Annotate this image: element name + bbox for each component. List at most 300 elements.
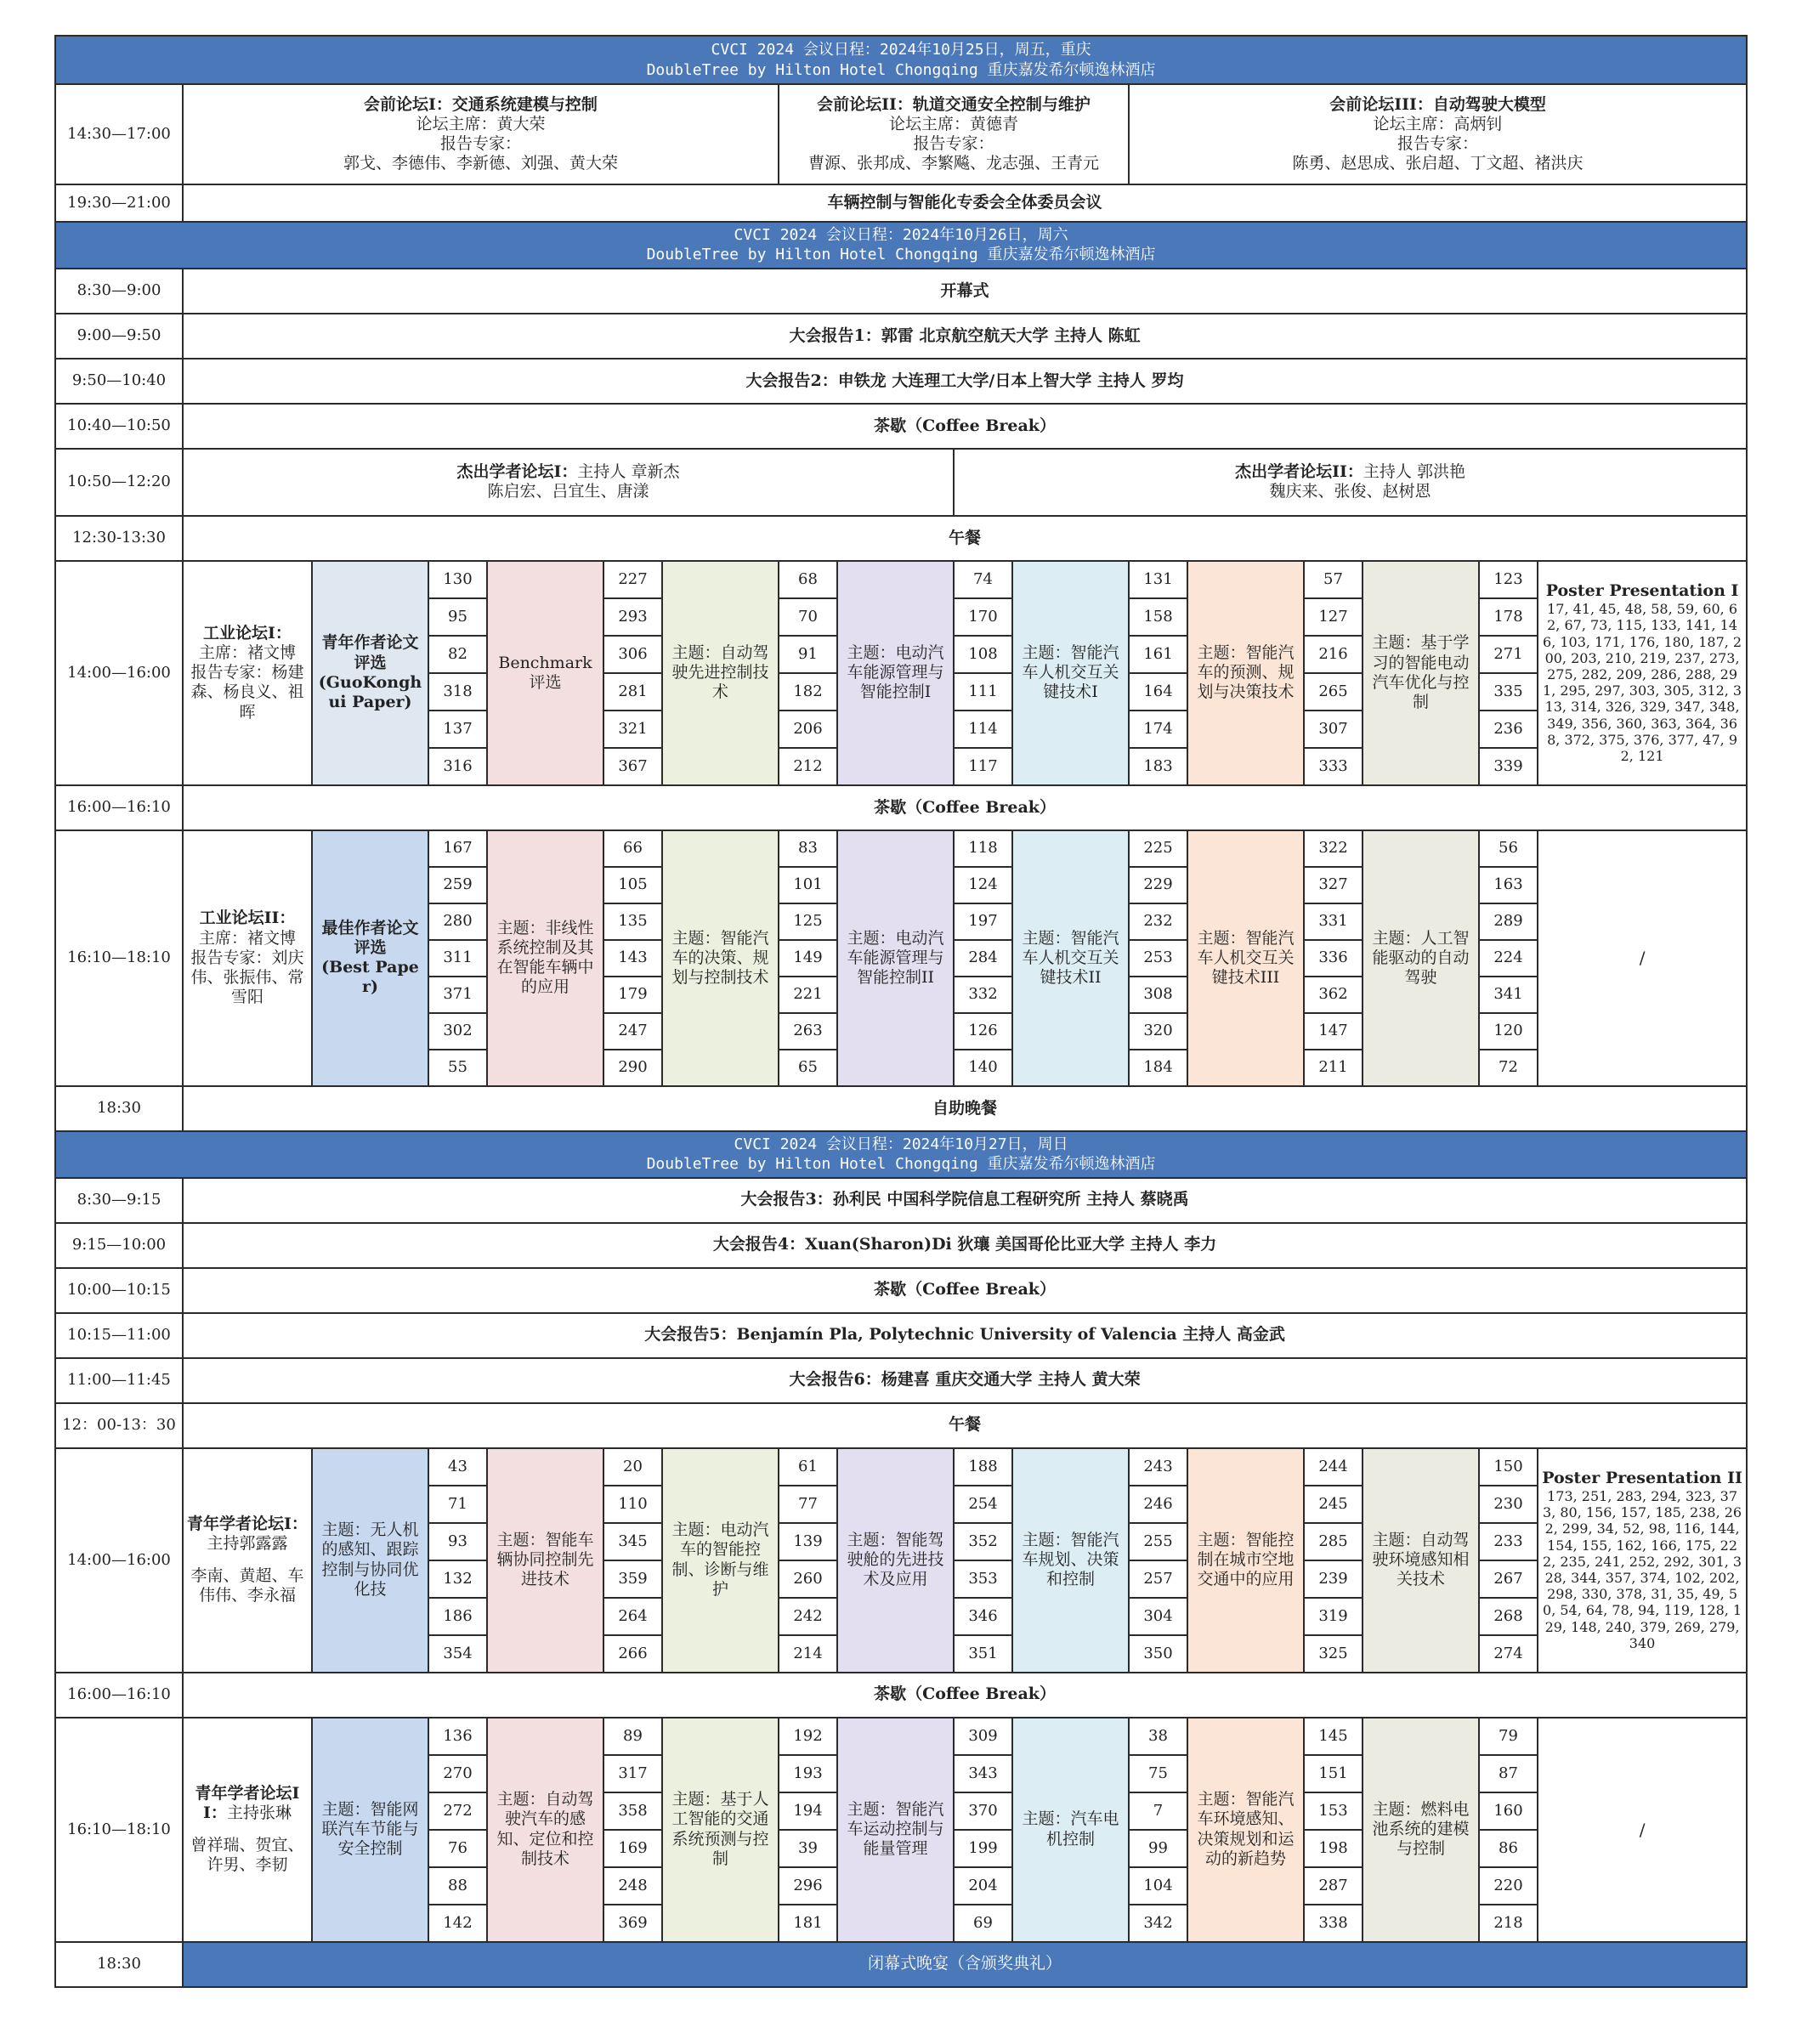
paper-id: 218 (1479, 1905, 1538, 1942)
paper-id: 227 (603, 561, 662, 598)
paper-id: 353 (954, 1560, 1012, 1598)
paper-id: 342 (1129, 1905, 1187, 1942)
paper-id: 71 (428, 1486, 487, 1523)
paper-id: 87 (1479, 1755, 1538, 1792)
paper-id: 212 (779, 748, 837, 785)
paper-id: 311 (428, 940, 487, 977)
day3-keynote3-row (55, 1178, 1747, 1223)
paper-id: 74 (954, 561, 1012, 598)
paper-id: 69 (954, 1905, 1012, 1942)
paper-id: 105 (603, 867, 662, 903)
poster-cell (1538, 561, 1747, 785)
paper-id: 267 (1479, 1560, 1538, 1598)
paper-id: 206 (779, 711, 837, 748)
paper-id: 268 (1479, 1598, 1538, 1635)
time-cell: 19:30—21:00 (55, 184, 183, 222)
time-cell: 10:50—12:20 (55, 449, 183, 516)
paper-id: 56 (1479, 830, 1538, 867)
day2-keynote1-row (55, 314, 1747, 359)
paper-id: 319 (1304, 1598, 1363, 1635)
day3-keynote4-row (55, 1223, 1747, 1268)
distinguished-forum-1-title: 杰出学者论坛I： (456, 462, 578, 482)
paper-id: 192 (779, 1718, 837, 1755)
paper-id: 359 (603, 1560, 662, 1598)
pre-forum-1 (183, 84, 779, 184)
session-topic: 主题：智能车辆协同控制先进技术 (487, 1448, 603, 1673)
paper-id: 304 (1129, 1598, 1187, 1635)
paper-id: 371 (428, 977, 487, 1013)
paper-id: 317 (603, 1755, 662, 1792)
paper-id: 346 (954, 1598, 1012, 1635)
paper-id: 321 (603, 711, 662, 748)
day2-header-line1: CVCI 2024 会议日程：2024年10月26日，周六 (734, 226, 1068, 244)
session-row (55, 830, 1747, 867)
paper-id: 224 (1479, 940, 1538, 977)
distinguished-forum-2-title: 杰出学者论坛II： (1235, 462, 1363, 482)
time-cell: 14:00—16:00 (55, 1448, 183, 1673)
pre-forum-3 (1129, 84, 1747, 184)
forum-description: 主席：褚文博 报告专家：杨建森、杨良义、祖晖 (190, 643, 304, 722)
forum-title: 工业论坛I： (203, 623, 292, 643)
pre-forum-3-experts: 陈勇、赵思成、张启超、丁文超、褚洪庆 (1292, 154, 1584, 173)
session-topic: 主题：自动驾驶环境感知相关技术 (1363, 1448, 1479, 1673)
paper-id: 247 (603, 1013, 662, 1050)
paper-id: 114 (954, 711, 1012, 748)
award-subtitle: (GuoKonghui Paper) (318, 672, 422, 711)
paper-id: 270 (428, 1755, 487, 1792)
paper-id: 7 (1129, 1792, 1187, 1830)
paper-id: 229 (1129, 867, 1187, 903)
paper-id: 151 (1304, 1755, 1363, 1792)
paper-id: 345 (603, 1523, 662, 1560)
forum-cell (183, 1448, 312, 1673)
session-topic: 主题：基于学习的智能电动汽车优化与控制 (1363, 561, 1479, 785)
paper-id: 167 (428, 830, 487, 867)
coffee-break: 茶歇（Coffee Break） (183, 404, 1747, 449)
pre-forum-3-title: 会前论坛III：自动驾驶大模型 (1329, 94, 1546, 114)
paper-id: 287 (1304, 1867, 1363, 1905)
paper-id: 183 (1129, 748, 1187, 785)
day3-closing-row (55, 1942, 1747, 1987)
paper-id: 272 (428, 1792, 487, 1830)
paper-id: 101 (779, 867, 837, 903)
paper-id: 153 (1304, 1792, 1363, 1830)
time-cell: 9:50—10:40 (55, 359, 183, 404)
time-cell: 16:00—16:10 (55, 785, 183, 830)
paper-id: 123 (1479, 561, 1538, 598)
session-topic: 主题：智能汽车运动控制与能量管理 (837, 1718, 954, 1942)
award-title: 青年作者论文评选 (321, 633, 419, 672)
paper-id: 93 (428, 1523, 487, 1560)
paper-id: 264 (603, 1598, 662, 1635)
paper-id: 331 (1304, 903, 1363, 940)
time-cell: 16:10—18:10 (55, 830, 183, 1086)
session-topic: 主题：智能汽车人机交互关键技术I (1012, 561, 1129, 785)
paper-id: 120 (1479, 1013, 1538, 1050)
time-cell: 8:30—9:00 (55, 269, 183, 314)
paper-id: 239 (1304, 1560, 1363, 1598)
paper-id: 169 (603, 1830, 662, 1867)
paper-id: 160 (1479, 1792, 1538, 1830)
paper-id: 255 (1129, 1523, 1187, 1560)
paper-id: 341 (1479, 977, 1538, 1013)
time-cell: 16:10—18:10 (55, 1718, 183, 1942)
forum-cell (183, 1718, 312, 1942)
distinguished-forum-1-speakers: 陈启宏、吕宜生、唐漾 (487, 482, 649, 501)
day1-header-line1: CVCI 2024 会议日程：2024年10月25日，周五，重庆 (711, 41, 1091, 59)
paper-id: 338 (1304, 1905, 1363, 1942)
day3-break1-row (55, 1268, 1747, 1313)
paper-id: 284 (954, 940, 1012, 977)
paper-id: 117 (954, 748, 1012, 785)
paper-id: 204 (954, 1867, 1012, 1905)
paper-id: 179 (603, 977, 662, 1013)
paper-id: 161 (1129, 636, 1187, 673)
closing-banquet: 闭幕式晚宴（含颁奖典礼） (183, 1942, 1747, 1987)
forum-cell (183, 830, 312, 1086)
day3-header (55, 1131, 1747, 1178)
paper-id: 290 (603, 1050, 662, 1086)
poster-paper-list: 173, 251, 283, 294, 323, 373, 80, 156, 157, 185, 238, 262, 299, 34, 52, 98, 116, 144, 154, 155, 162, 166, 175, 222, 235, 241, 252, 292, 301, 328, 344, 357, 374, 102, 202, 298, 330, 378, 31, 35, 49, 50, 54, 64, 78, 94, 119, 128, 129, 148, 240, 379, 269, 279, 340 (1543, 1488, 1742, 1651)
paper-id: 230 (1479, 1486, 1538, 1523)
forum-description: 主席：褚文博 报告专家：刘庆伟、张振伟、常雪阳 (190, 928, 304, 1007)
paper-id: 70 (779, 598, 837, 636)
paper-id: 110 (603, 1486, 662, 1523)
day1-header-row (55, 36, 1747, 84)
paper-id: 197 (954, 903, 1012, 940)
poster-title: Poster Presentation I (1545, 581, 1739, 601)
paper-id: 125 (779, 903, 837, 940)
keynote-5: 大会报告5：Benjamín Pla, Polytechnic University of Valencia 主持人 高金武 (183, 1313, 1747, 1358)
paper-id: 163 (1479, 867, 1538, 903)
paper-id: 137 (428, 711, 487, 748)
forum-title-line (186, 1515, 309, 1554)
session-topic: 主题：智能汽车人机交互关键技术III (1187, 830, 1304, 1086)
paper-id: 86 (1479, 1830, 1538, 1867)
session-topic: 主题：电动汽车的智能控制、诊断与维护 (662, 1448, 779, 1673)
award-title: 最佳作者论文评选 (321, 918, 419, 958)
session-topic: 主题：智能汽车的决策、规划与控制技术 (662, 830, 779, 1086)
paper-id: 75 (1129, 1755, 1187, 1792)
paper-id: 263 (779, 1013, 837, 1050)
session-topic: 主题：智能控制在城市空地交通中的应用 (1187, 1448, 1304, 1673)
keynote-1: 大会报告1：郭雷 北京航空航天大学 主持人 陈虹 (183, 314, 1747, 359)
time-cell: 12：00-13：30 (55, 1403, 183, 1448)
time-cell: 18:30 (55, 1942, 183, 1987)
time-cell: 14:30—17:00 (55, 84, 183, 184)
keynote-6: 大会报告6：杨建喜 重庆交通大学 主持人 黄大荣 (183, 1358, 1747, 1403)
paper-id: 233 (1479, 1523, 1538, 1560)
keynote-4: 大会报告4：Xuan(Sharon)Di 狄瓖 美国哥伦比亚大学 主持人 李力 (183, 1223, 1747, 1268)
day1-header-line2: DoubleTree by Hilton Hotel Chongqing 重庆嘉发希尔顿逸林酒店 (646, 60, 1156, 79)
paper-id: 55 (428, 1050, 487, 1086)
session-topic: 主题：智能汽车环境感知、决策规划和运动的新趋势 (1187, 1718, 1304, 1942)
time-cell: 8:30—9:15 (55, 1178, 183, 1223)
paper-id: 265 (1304, 673, 1363, 711)
forum-title: 青年学者论坛II： (195, 1784, 300, 1823)
time-cell: 9:15—10:00 (55, 1223, 183, 1268)
paper-id: 104 (1129, 1867, 1187, 1905)
paper-id: 199 (954, 1830, 1012, 1867)
day1-header (55, 36, 1747, 84)
paper-id: 220 (1479, 1867, 1538, 1905)
paper-id: 245 (1304, 1486, 1363, 1523)
paper-id: 332 (954, 977, 1012, 1013)
paper-id: 76 (428, 1830, 487, 1867)
day2-afternoon-block-1 (55, 561, 1747, 785)
poster-title: Poster Presentation II (1542, 1469, 1742, 1488)
paper-id: 65 (779, 1050, 837, 1086)
day3-keynote6-row (55, 1358, 1747, 1403)
buffet-dinner: 自助晚餐 (183, 1086, 1747, 1131)
paper-id: 225 (1129, 830, 1187, 867)
time-cell: 10:15—11:00 (55, 1313, 183, 1358)
paper-id: 362 (1304, 977, 1363, 1013)
session-topic: 主题：智能网联汽车节能与安全控制 (312, 1718, 428, 1942)
time-cell: 11:00—11:45 (55, 1358, 183, 1403)
paper-id: 198 (1304, 1830, 1363, 1867)
paper-id: 158 (1129, 598, 1187, 636)
forum-title: 工业论坛II： (199, 909, 296, 928)
time-cell: 18:30 (55, 1086, 183, 1131)
award-subtitle: (Best Paper) (321, 958, 419, 997)
award-label (312, 561, 428, 785)
day3-header-line2: DoubleTree by Hilton Hotel Chongqing 重庆嘉发希尔顿逸林酒店 (646, 1155, 1156, 1174)
paper-id: 61 (779, 1448, 837, 1486)
paper-id: 302 (428, 1013, 487, 1050)
forum-title: 青年学者论坛I： (187, 1515, 308, 1534)
paper-id: 352 (954, 1523, 1012, 1560)
pre-forum-2-chair: 论坛主席：黄德青 (888, 114, 1018, 133)
paper-id: 221 (779, 977, 837, 1013)
paper-id: 43 (428, 1448, 487, 1486)
paper-id: 139 (779, 1523, 837, 1560)
paper-id: 232 (1129, 903, 1187, 940)
session-topic: 主题：自动驾驶汽车的感知、定位和控制技术 (487, 1718, 603, 1942)
paper-id: 194 (779, 1792, 837, 1830)
paper-id: 248 (603, 1867, 662, 1905)
paper-id: 136 (428, 1718, 487, 1755)
pre-forum-2 (779, 84, 1129, 184)
day2-distinguished-row (55, 449, 1747, 516)
paper-id: 254 (954, 1486, 1012, 1523)
day2-break2-row (55, 785, 1747, 830)
session-topic: 主题：智能汽车规划、决策和控制 (1012, 1448, 1129, 1673)
pre-forum-3-experts-label: 报告专家： (1397, 134, 1479, 153)
paper-id: 308 (1129, 977, 1187, 1013)
paper-id: 246 (1129, 1486, 1187, 1523)
pre-forum-1-chair: 论坛主席：黄大荣 (416, 114, 546, 133)
paper-id: 79 (1479, 1718, 1538, 1755)
paper-id: 145 (1304, 1718, 1363, 1755)
paper-id: 68 (779, 561, 837, 598)
paper-id: 211 (1304, 1050, 1363, 1086)
paper-id: 72 (1479, 1050, 1538, 1086)
day3-keynote5-row (55, 1313, 1747, 1358)
day2-break1-row (55, 404, 1747, 449)
session-topic: 主题：智能汽车人机交互关键技术II (1012, 830, 1129, 1086)
day2-header-row (55, 222, 1747, 269)
paper-id: 309 (954, 1718, 1012, 1755)
session-row (55, 561, 1747, 598)
time-cell: 16:00—16:10 (55, 1673, 183, 1718)
paper-id: 253 (1129, 940, 1187, 977)
day3-break2-row (55, 1673, 1747, 1718)
keynote-3: 大会报告3：孙利民 中国科学院信息工程研究所 主持人 蔡晓禹 (183, 1178, 1747, 1223)
paper-id: 244 (1304, 1448, 1363, 1486)
opening-ceremony: 开幕式 (183, 269, 1747, 314)
paper-id: 242 (779, 1598, 837, 1635)
day3-afternoon-block-2 (55, 1718, 1747, 1942)
lunch: 午餐 (183, 1403, 1747, 1448)
paper-id: 293 (603, 598, 662, 636)
paper-id: 83 (779, 830, 837, 867)
distinguished-forum-1-host: 主持人 章新杰 (577, 462, 680, 482)
paper-id: 184 (1129, 1050, 1187, 1086)
paper-id: 108 (954, 636, 1012, 673)
paper-id: 82 (428, 636, 487, 673)
conference-schedule-table (54, 35, 1748, 1988)
time-cell: 10:00—10:15 (55, 1268, 183, 1313)
lunch: 午餐 (183, 516, 1747, 561)
session-topic: 主题：人工智能驱动的自动驾驶 (1363, 830, 1479, 1086)
paper-id: 135 (603, 903, 662, 940)
paper-id: 333 (1304, 748, 1363, 785)
session-topic: 主题：电动汽车能源管理与智能控制II (837, 830, 954, 1086)
session-topic: 主题：汽车电机控制 (1012, 1718, 1129, 1942)
distinguished-forum-1 (183, 449, 954, 516)
paper-id: 216 (1304, 636, 1363, 673)
keynote-2: 大会报告2：申铁龙 大连理工大学/日本上智大学 主持人 罗均 (183, 359, 1747, 404)
day1-meeting-row (55, 184, 1747, 222)
paper-id: 118 (954, 830, 1012, 867)
paper-id: 307 (1304, 711, 1363, 748)
session-topic: 主题：非线性系统控制及其在智能车辆中的应用 (487, 830, 603, 1086)
paper-id: 369 (603, 1905, 662, 1942)
session-topic: 主题：智能驾驶舱的先进技术及应用 (837, 1448, 954, 1673)
paper-id: 259 (428, 867, 487, 903)
committee-meeting: 车辆控制与智能化专委会全体委员会议 (183, 184, 1747, 222)
paper-id: 274 (1479, 1635, 1538, 1673)
paper-id: 327 (1304, 867, 1363, 903)
session-topic: 主题：自动驾驶先进控制技术 (662, 561, 779, 785)
time-cell: 10:40—10:50 (55, 404, 183, 449)
day2-header (55, 222, 1747, 269)
pre-forum-2-experts-label: 报告专家： (913, 134, 994, 153)
forum-host: 主持郭露露 (207, 1534, 288, 1554)
forum-host: 主持张琳 (226, 1803, 292, 1823)
paper-id: 91 (779, 636, 837, 673)
forum-cell (183, 561, 312, 785)
coffee-break: 茶歇（Coffee Break） (183, 1268, 1747, 1313)
pre-forum-2-experts: 曹源、张邦成、李繁飚、龙志强、王青元 (807, 154, 1099, 173)
paper-id: 316 (428, 748, 487, 785)
paper-id: 188 (954, 1448, 1012, 1486)
session-row (55, 1718, 1747, 1755)
paper-id: 266 (603, 1635, 662, 1673)
day2-dinner-row (55, 1086, 1747, 1131)
day3-lunch-row (55, 1403, 1747, 1448)
time-cell: 9:00—9:50 (55, 314, 183, 359)
paper-id: 39 (779, 1830, 837, 1867)
paper-id: 243 (1129, 1448, 1187, 1486)
paper-id: 358 (603, 1792, 662, 1830)
paper-id: 142 (428, 1905, 487, 1942)
paper-id: 285 (1304, 1523, 1363, 1560)
paper-id: 143 (603, 940, 662, 977)
paper-id: 214 (779, 1635, 837, 1673)
paper-id: 325 (1304, 1635, 1363, 1673)
session-topic: 主题：无人机的感知、跟踪控制与协同优化技 (312, 1448, 428, 1673)
paper-id: 99 (1129, 1830, 1187, 1867)
paper-id: 77 (779, 1486, 837, 1523)
distinguished-forum-2-speakers: 魏庆来、张俊、赵树恩 (1269, 482, 1431, 501)
paper-id: 95 (428, 598, 487, 636)
paper-id: 367 (603, 748, 662, 785)
paper-id: 170 (954, 598, 1012, 636)
session-topic: Benchmark评选 (487, 561, 603, 785)
paper-id: 20 (603, 1448, 662, 1486)
paper-id: 150 (1479, 1448, 1538, 1486)
paper-id: 164 (1129, 673, 1187, 711)
poster-paper-list: 17, 41, 45, 48, 58, 59, 60, 62, 67, 73, 115, 133, 141, 146, 103, 171, 176, 180, 187, 200, 203, 210, 219, 237, 273, 275, 282, 209, 286, 288, 291, 295, 297, 303, 305, 312, 313, 314, 326, 329, 347, 348, 349, 356, 360, 363, 364, 368, 372, 375, 376, 377, 47, 92, 121 (1543, 601, 1742, 764)
paper-id: 126 (954, 1013, 1012, 1050)
session-topic: 主题：基于人工智能的交通系统预测与控制 (662, 1718, 779, 1942)
day2-header-line2: DoubleTree by Hilton Hotel Chongqing 重庆嘉发希尔顿逸林酒店 (646, 246, 1156, 264)
paper-id: 149 (779, 940, 837, 977)
paper-id: 66 (603, 830, 662, 867)
forum-speakers: 曾祥瑞、贺宜、许男、李韧 (190, 1835, 304, 1874)
paper-id: 111 (954, 673, 1012, 711)
paper-id: 289 (1479, 903, 1538, 940)
paper-id: 140 (954, 1050, 1012, 1086)
session-topic: 主题：智能汽车的预测、规划与决策技术 (1187, 561, 1304, 785)
paper-id: 178 (1479, 598, 1538, 636)
pre-forum-3-chair: 论坛主席：高炳钊 (1373, 114, 1503, 133)
paper-id: 343 (954, 1755, 1012, 1792)
paper-id: 89 (603, 1718, 662, 1755)
paper-id: 174 (1129, 711, 1187, 748)
coffee-break: 茶歇（Coffee Break） (183, 785, 1747, 830)
paper-id: 339 (1479, 748, 1538, 785)
poster-cell: / (1538, 830, 1747, 1086)
distinguished-forum-2 (954, 449, 1747, 516)
paper-id: 320 (1129, 1013, 1187, 1050)
paper-id: 131 (1129, 561, 1187, 598)
day3-header-line1: CVCI 2024 会议日程：2024年10月27日，周日 (734, 1135, 1068, 1153)
paper-id: 335 (1479, 673, 1538, 711)
paper-id: 281 (603, 673, 662, 711)
paper-id: 370 (954, 1792, 1012, 1830)
paper-id: 186 (428, 1598, 487, 1635)
paper-id: 181 (779, 1905, 837, 1942)
paper-id: 132 (428, 1560, 487, 1598)
day3-afternoon-block-1 (55, 1448, 1747, 1673)
paper-id: 38 (1129, 1718, 1187, 1755)
paper-id: 351 (954, 1635, 1012, 1673)
pre-forum-1-title: 会前论坛I：交通系统建模与控制 (364, 94, 598, 114)
session-topic: 主题：电动汽车能源管理与智能控制I (837, 561, 954, 785)
day3-header-row (55, 1131, 1747, 1178)
day1-preforum-row (55, 84, 1747, 184)
session-row (55, 1448, 1747, 1486)
paper-id: 182 (779, 673, 837, 711)
pre-forum-2-title: 会前论坛II：轨道交通安全控制与维护 (817, 94, 1091, 114)
poster-cell: / (1538, 1718, 1747, 1942)
paper-id: 271 (1479, 636, 1538, 673)
pre-forum-1-experts: 郭戈、李德伟、李新德、刘强、黄大荣 (343, 154, 618, 173)
forum-speakers: 李南、黄超、车伟伟、李永福 (190, 1566, 304, 1605)
